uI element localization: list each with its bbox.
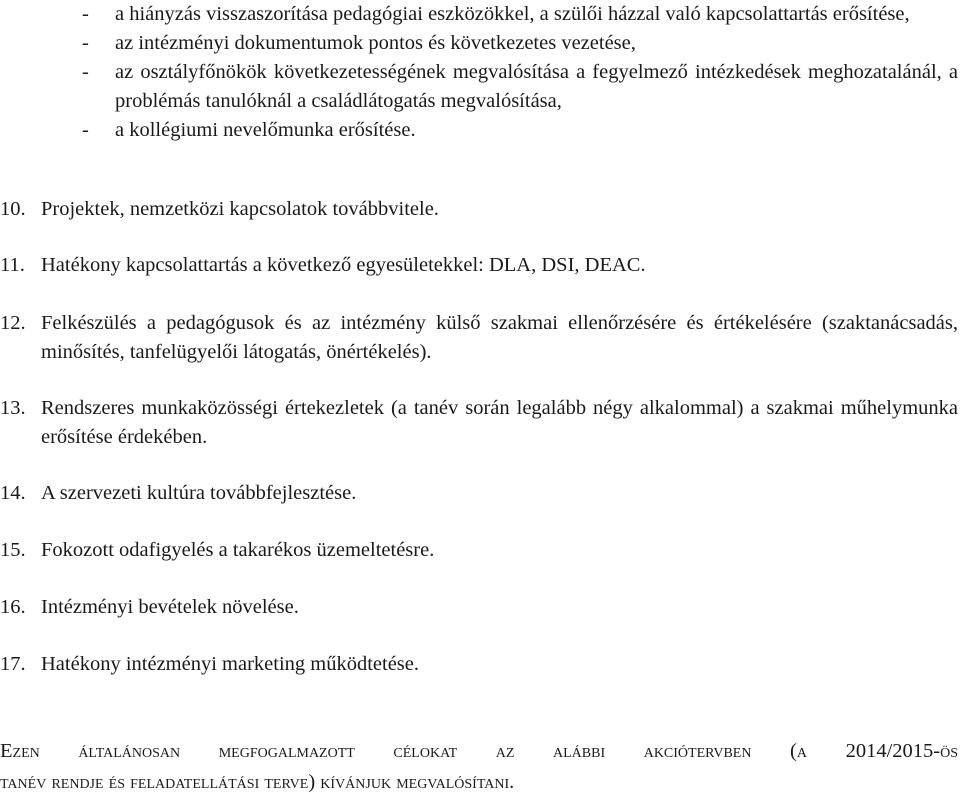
list-item-text: az osztályfőnökök következetességének megvalósítása a fegyelmező intézkedések meghozatalánál, a problémás tanulóknál a családlátogatás megvalósítása, [115, 61, 958, 112]
list-item [0, 593, 958, 622]
list-item-text: Rendszeres munkaközösségi értekezletek (a tanév során legalább négy alkalommal) a szakmai műhelymunka erősítése érdekében. [41, 397, 958, 448]
list-item [0, 309, 958, 367]
dash-bullet: - [82, 61, 89, 83]
list-item [82, 29, 958, 58]
item-number: 15. [0, 539, 26, 561]
item-number: 17. [0, 653, 26, 675]
list-item-text: Felkészülés a pedagógusok és az intézmény külső szakmai ellenőrzésére és értékelésére (szaktanácsadás, minősítés, tanfelügyelői látogatás, önértékelés). [41, 312, 958, 363]
dash-bullet: - [82, 119, 89, 141]
item-number: 10. [0, 198, 26, 220]
list-item [0, 536, 958, 565]
list-item [0, 251, 958, 280]
list-item-text: a hiányzás visszaszorítása pedagógiai eszközökkel, a szülői házzal való kapcsolattartás erősítése, [115, 3, 910, 25]
list-item-text: A szervezeti kultúra továbbfejlesztése. [41, 482, 357, 504]
list-item-text: Projektek, nemzetközi kapcsolatok továbbvitele. [41, 198, 439, 220]
list-item [0, 394, 958, 452]
list-item-text: a kollégiumi nevelőmunka erősítése. [115, 119, 416, 141]
list-item [0, 195, 958, 224]
item-number: 11. [0, 254, 25, 276]
item-number: 12. [0, 312, 26, 334]
list-item [82, 0, 958, 29]
closing-line-1: Ezen általánosan megfogalmazott célokat az alábbi akciótervben (a 2014/2015-ös [0, 740, 958, 762]
list-item [82, 58, 958, 116]
closing-line-2: tanév rendje és feladatellátási terve) kívánjuk megvalósítani. [0, 771, 515, 793]
item-number: 13. [0, 397, 26, 419]
item-number: 14. [0, 482, 26, 504]
list-item-text: Hatékony intézményi marketing működtetése. [41, 653, 419, 675]
list-item-text: Fokozott odafigyelés a takarékos üzemeltetésre. [41, 539, 435, 561]
list-item [0, 479, 958, 508]
list-item-text: Hatékony kapcsolattartás a következő egyesületekkel: DLA, DSI, DEAC. [41, 254, 646, 276]
list-item-text: az intézményi dokumentumok pontos és következetes vezetése, [115, 32, 636, 54]
dash-bullet: - [82, 32, 89, 54]
list-item [82, 116, 958, 145]
list-item [0, 650, 958, 679]
list-item-text: Intézményi bevételek növelése. [41, 596, 299, 618]
item-number: 16. [0, 596, 26, 618]
closing-paragraph [0, 736, 958, 798]
dash-bullet: - [82, 3, 89, 25]
dash-list [82, 0, 958, 145]
